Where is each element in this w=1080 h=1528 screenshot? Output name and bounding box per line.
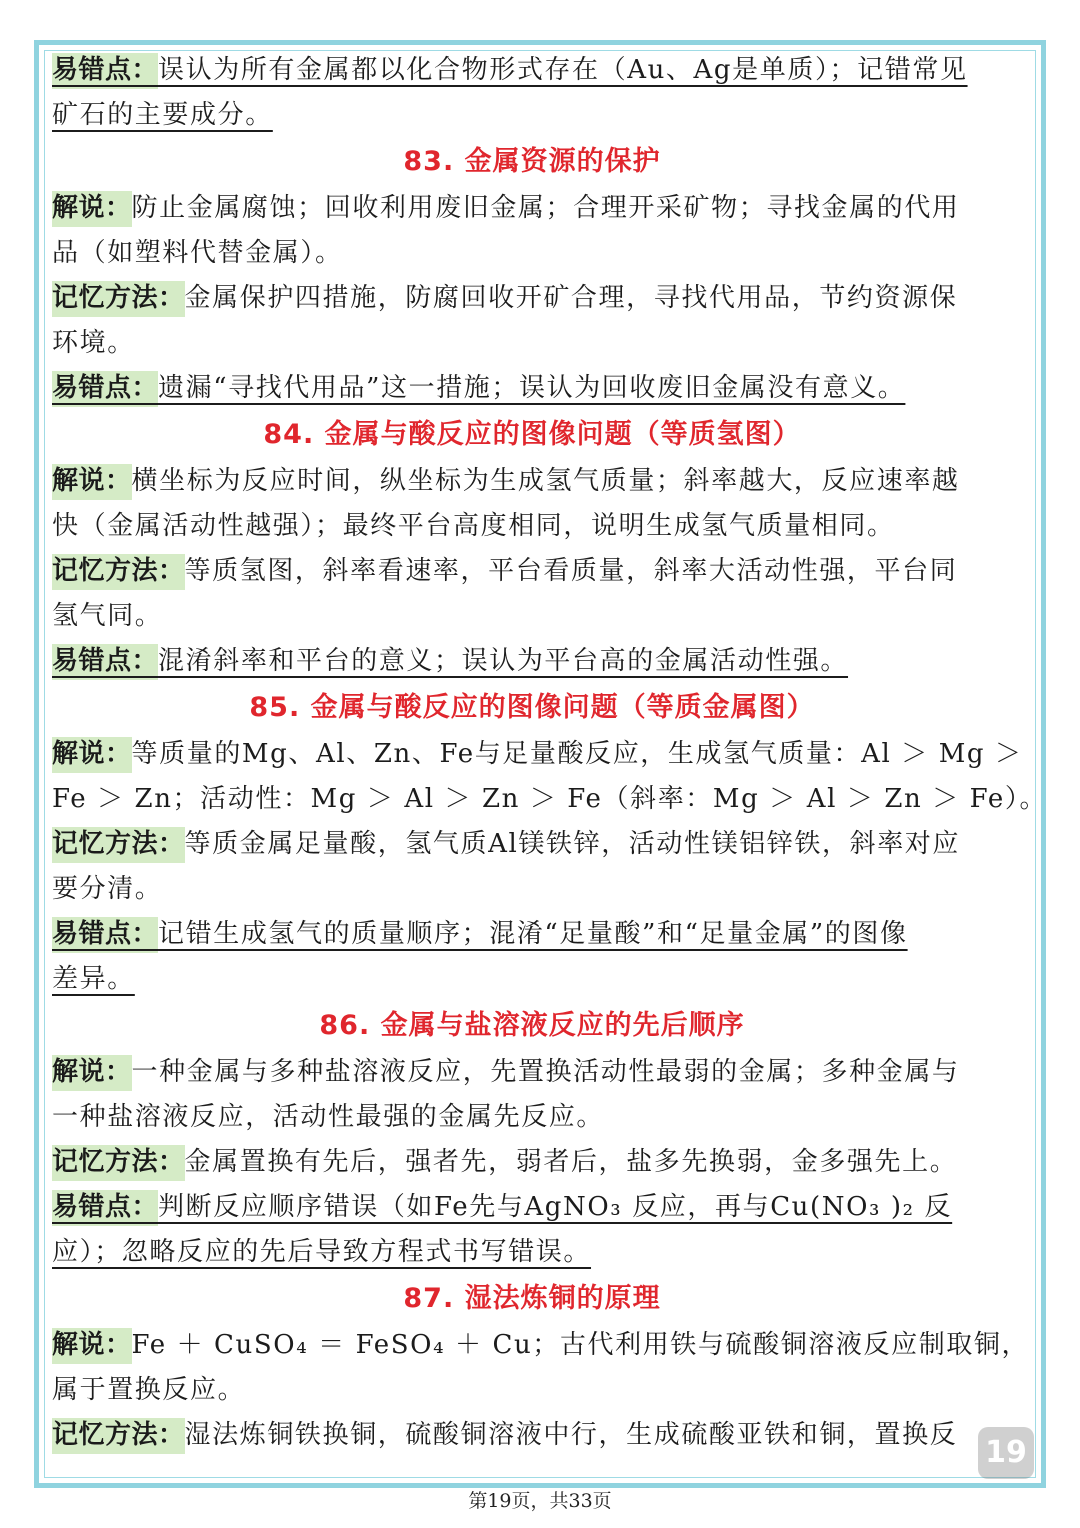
text-line-mem — [52, 1413, 1012, 1458]
line-body: 要分清。 — [52, 874, 163, 904]
term-label: 易错点： — [52, 1190, 158, 1226]
term-label: 解说： — [52, 464, 132, 500]
line-text — [52, 328, 135, 358]
text-line-cont — [52, 1368, 1012, 1413]
line-body: 一种盐溶液反应，活动性最强的金属先反应。 — [52, 1102, 605, 1132]
line-body: 防止金属腐蚀；回收利用废旧金属；合理开采矿物；寻找金属的代用 — [131, 193, 960, 223]
text-line-exp — [52, 732, 1023, 777]
line-text — [52, 601, 162, 631]
text-line-mem — [52, 549, 1012, 594]
text-line-errcont — [52, 957, 1012, 1002]
term-label: 记忆方法： — [52, 1145, 185, 1181]
term-label: 记忆方法： — [52, 281, 185, 317]
text-line-exp — [52, 459, 1012, 504]
line-body: 记错生成氢气的质量顺序；混淆“足量酸”和“足量金属”的图像 — [158, 919, 908, 949]
line-body: Fe ＋ CuSO₄ ＝ FeSO₄ ＋ Cu；古代利用铁与硫酸铜溶液反应制取铜， — [131, 1330, 1030, 1360]
page-footer: 第19页，共33页 — [468, 1490, 612, 1512]
term-label: 解说： — [52, 1055, 132, 1091]
line-text — [52, 874, 162, 904]
text-line-cont — [52, 321, 1012, 366]
term-label: 易错点： — [52, 53, 158, 89]
section-heading: 84. 金属与酸反应的图像问题（等质氢图） — [263, 419, 801, 450]
text-line-mem — [52, 1140, 1012, 1185]
line-text — [52, 1102, 604, 1132]
line-body: 氢气同。 — [52, 601, 163, 631]
error-point-text — [52, 917, 908, 953]
text-line-err — [52, 366, 1012, 411]
line-text — [52, 737, 1023, 773]
line-body: 金属置换有先后，强者先，弱者后，盐多先换弱，金多强先上。 — [184, 1147, 958, 1177]
error-point-text — [52, 100, 273, 130]
line-body: 横坐标为反应时间，纵坐标为生成氢气质量；斜率越大，反应速率越 — [131, 466, 960, 496]
text-line-exp — [52, 186, 1012, 231]
line-body: 判断反应顺序错误（如Fe先与AgNO₃ 反应，再与Cu(NO₃ )₂ 反 — [158, 1192, 953, 1222]
text-line-exp — [52, 1050, 1012, 1095]
text-line-err — [52, 639, 1012, 684]
line-body: Fe ＞ Zn；活动性：Mg ＞ Al ＞ Zn ＞ Fe（斜率：Mg ＞ Al ＞ Zn ＞ Fe）。 — [52, 784, 1048, 814]
text-line-errcont — [52, 1230, 1012, 1275]
line-body: 金属保护四措施，防腐回收开矿合理，寻找代用品，节约资源保 — [184, 283, 958, 313]
line-text — [52, 827, 960, 863]
error-point-text — [52, 964, 135, 994]
term-label: 解说： — [52, 191, 132, 227]
line-text — [52, 1145, 957, 1181]
text-line-mem — [52, 276, 1012, 321]
line-text — [52, 191, 960, 227]
text-line-err — [52, 912, 1012, 957]
line-body: 一种金属与多种盐溶液反应，先置换活动性最弱的金属；多种金属与 — [131, 1057, 960, 1087]
text-line-mem — [52, 822, 1012, 867]
line-body: 混淆斜率和平台的意义；误认为平台高的金属活动性强。 — [158, 646, 849, 676]
term-label: 记忆方法： — [52, 1418, 185, 1454]
error-point-text — [52, 1190, 952, 1226]
text-line-err — [52, 1185, 1012, 1230]
section-heading: 85. 金属与酸反应的图像问题（等质金属图） — [249, 692, 815, 723]
line-body: 应）；忽略反应的先后导致方程式书写错误。 — [52, 1237, 592, 1267]
text-line-cont — [52, 231, 1012, 276]
page-number-badge: 19 — [978, 1427, 1034, 1479]
line-body: 等质量的Mg、Al、Zn、Fe与足量酸反应，生成氢气质量：Al ＞ Mg ＞ — [131, 739, 1023, 769]
term-label: 解说： — [52, 737, 132, 773]
error-point-text — [52, 371, 905, 407]
line-body: 湿法炼铜铁换铜，硫酸铜溶液中行，生成硫酸亚铁和铜，置换反 — [184, 1420, 958, 1450]
error-point-text — [52, 53, 968, 89]
line-text — [52, 1328, 1029, 1364]
term-label: 易错点： — [52, 371, 158, 407]
line-text — [52, 238, 343, 268]
line-text — [52, 1055, 960, 1091]
text-line-err — [52, 48, 1012, 93]
line-text — [52, 464, 960, 500]
line-text — [52, 511, 895, 541]
line-body: 等质金属足量酸，氢气质Al镁铁锌，活动性镁铝锌铁，斜率对应 — [184, 829, 961, 859]
line-body: 矿石的主要成分。 — [52, 100, 273, 130]
term-label: 记忆方法： — [52, 554, 185, 590]
term-label: 记忆方法： — [52, 827, 185, 863]
line-text — [52, 1418, 957, 1454]
line-text — [52, 281, 957, 317]
line-body: 快（金属活动性越强）；最终平台高度相同，说明生成氢气质量相同。 — [52, 511, 895, 541]
section-heading: 83. 金属资源的保护 — [403, 146, 661, 177]
line-text — [52, 554, 957, 590]
term-label: 易错点： — [52, 917, 158, 953]
text-line-cont — [52, 1095, 1012, 1140]
text-line-exp — [52, 1323, 1030, 1368]
line-body: 等质氢图，斜率看速率，平台看质量，斜率大活动性强，平台同 — [184, 556, 958, 586]
text-line-errcont — [52, 93, 1012, 138]
line-body: 差异。 — [52, 964, 135, 994]
line-text — [52, 784, 1047, 814]
line-text — [52, 1375, 245, 1405]
line-body: 误认为所有金属都以化合物形式存在（Au、Ag是单质）；记错常见 — [158, 55, 968, 85]
text-line-cont — [52, 777, 1048, 822]
section-heading: 87. 湿法炼铜的原理 — [403, 1283, 661, 1314]
error-point-text — [52, 644, 848, 680]
line-body: 属于置换反应。 — [52, 1375, 246, 1405]
line-body: 品（如塑料代替金属）。 — [52, 238, 343, 268]
text-line-cont — [52, 504, 1012, 549]
line-body: 遗漏“寻找代用品”这一措施；误认为回收废旧金属没有意义。 — [158, 373, 906, 403]
error-point-text — [52, 1237, 591, 1267]
term-label: 易错点： — [52, 644, 158, 680]
section-heading: 86. 金属与盐溶液反应的先后顺序 — [319, 1010, 745, 1041]
line-body: 环境。 — [52, 328, 135, 358]
text-line-cont — [52, 867, 1012, 912]
text-line-cont — [52, 594, 1012, 639]
term-label: 解说： — [52, 1328, 132, 1364]
